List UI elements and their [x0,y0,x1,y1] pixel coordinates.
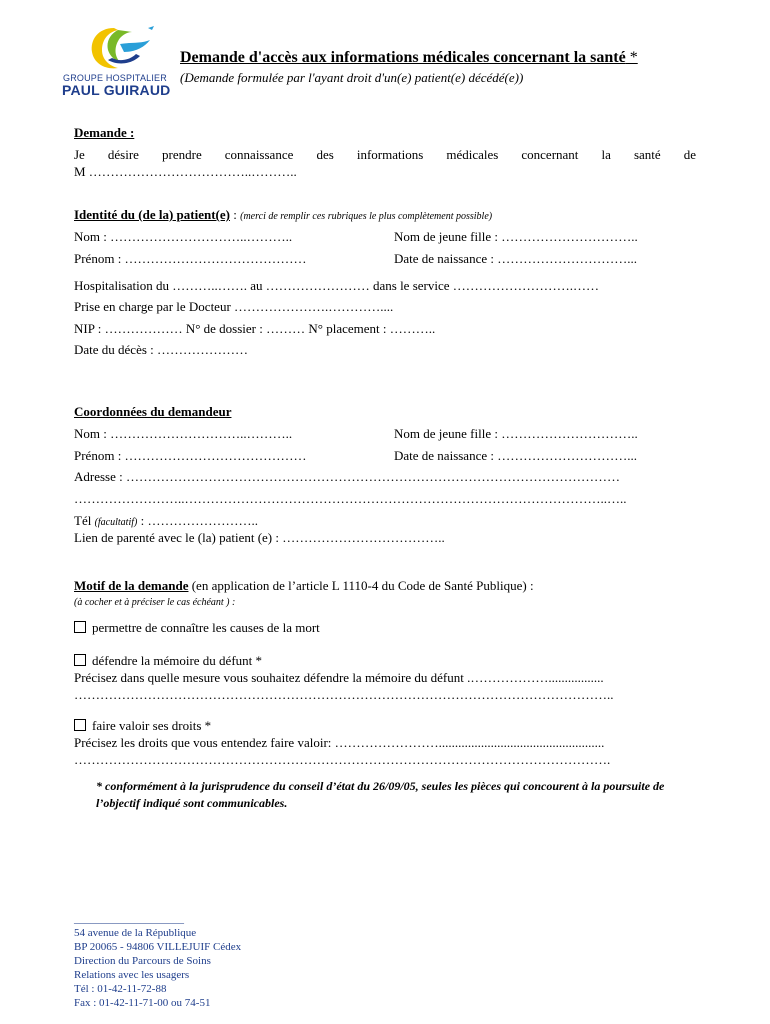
demande-word: prendre [162,147,202,162]
footer-tel: Tél : 01-42-11-72-88 [74,983,167,995]
demande-heading: Demande : [74,125,135,140]
motif-heading-rest: (en application de l’article L 1110-4 du Code de Santé Publique) : [188,578,534,593]
footer-address-1: 54 avenue de la République [74,927,197,939]
patient-nom-field[interactable]: Nom : …………………………..……….. [74,229,293,244]
prise-en-charge-field[interactable]: Prise en charge par le Docteur ………………….………….... [74,299,394,314]
demande-word: informations [356,147,424,162]
option-3-label: faire valoir ses droits * [92,718,212,733]
demande-word: connaissance [224,147,294,162]
page-subtitle: (Demande formulée par l'ayant droit d'un(e) patient(e) décédé(e)) [180,70,524,85]
demandeur-adresse-line2[interactable]: ……………………..……………………………………………………………………………………..….. [74,491,627,506]
motif-option-1[interactable] [74,620,320,636]
footer-fax: Fax : 01-42-11-71-00 ou 74-51 [74,997,211,1009]
demande-word: santé [633,147,661,162]
demande-word: médicales [446,147,499,162]
motif-option-3[interactable] [74,718,211,734]
footer-dept-1: Direction du Parcours de Soins [74,955,211,967]
checkbox-causes-mort[interactable] [74,621,86,633]
logo-line2: PAUL GUIRAUD [62,82,171,98]
lien-parente-field[interactable]: Lien de parenté avec le (la) patient (e) : ……………………………….. [74,530,445,545]
option-3-line[interactable]: ……………………………………………………………………………………………………………. [74,752,611,767]
motif-hint: (à cocher et à préciser le cas échéant ) : [74,597,236,608]
footer-rule: ____________________ [74,913,184,925]
logo-mark [84,22,164,74]
title-text: Demande d'accès aux informations médicales concernant la santé [180,49,626,66]
demandeur-tel-field[interactable] [74,513,258,531]
demande-word: des [316,147,334,162]
option-2-detail-field[interactable]: Précisez dans quelle mesure vous souhaitez défendre la mémoire du défunt .………………................. [74,670,604,685]
demandeur-prenom-field[interactable]: Prénom : …………………………………… [74,448,307,463]
demandeur-nom-jeune-fille-field[interactable]: Nom de jeune fille : ………………………….. [394,426,638,441]
footer-dept-2: Relations avec les usagers [74,969,190,981]
hospitalisation-field[interactable]: Hospitalisation du ………..……. au …………………… dans le service ……………………….…… [74,278,600,293]
nip-dossier-field[interactable]: NIP : ……………… N° de dossier : ……… N° placement : ……….. [74,321,436,336]
tel-dots: : …………………….. [137,513,258,528]
footer-address [74,912,241,1010]
option-1-label: permettre de connaître les causes de la mort [92,620,320,635]
page-title [180,49,638,67]
jurisprudence-note: * conformément à la jurisprudence du conseil d’état du 26/09/05, seules les pièces qui concourent à la poursuite de l’objectif indiqué sont communicables. [96,779,665,810]
option-2-label: défendre la mémoire du défunt * [92,653,263,668]
tel-hint: (facultatif) [94,517,138,528]
title-star: * [625,49,638,66]
logo-line1: GROUPE HOSPITALIER [63,73,167,83]
motif-heading: Motif de la demande [74,578,189,593]
identite-hint: (merci de remplir ces rubriques le plus complètement possible) [240,211,493,222]
motif-heading-row [74,578,534,594]
demande-word: concernant [521,147,579,162]
motif-option-2[interactable] [74,653,262,669]
demandeur-date-naissance-field[interactable]: Date de naissance : …………………………... [394,448,637,463]
patient-prenom-field[interactable]: Prénom : …………………………………… [74,251,307,266]
checkbox-faire-valoir-droits[interactable] [74,719,86,731]
identite-colon: : [230,207,241,222]
demande-sentence [74,147,696,163]
demandeur-adresse-field[interactable]: Adresse : …………………………………………………………………………………………………… [74,469,620,484]
option-2-line[interactable]: …………………………………………………………………………………………………………….. [74,687,614,702]
identite-heading: Identité du (de la) patient(e) [74,207,230,222]
demande-word: la [601,147,611,162]
demandeur-heading: Coordonnées du demandeur [74,404,232,419]
date-deces-field[interactable]: Date du décès : ………………… [74,342,249,357]
demande-word: Je [74,147,85,162]
tel-label: Tél [74,513,95,528]
identite-heading-row [74,207,492,225]
option-3-detail-field[interactable]: Précisez les droits que vous entendez faire valoir: ……………………................................................... [74,735,605,750]
demande-word: de [683,147,696,162]
demandeur-nom-field[interactable]: Nom : …………………………..……….. [74,426,293,441]
footer-address-2: BP 20065 - 94806 VILLEJUIF Cédex [74,941,242,953]
checkbox-memoire-defunt[interactable] [74,654,86,666]
demande-name-field[interactable]: M ………………………………..……….. [74,164,297,179]
patient-date-naissance-field[interactable]: Date de naissance : …………………………... [394,251,637,266]
demande-word: désire [107,147,139,162]
patient-nom-jeune-fille-field[interactable]: Nom de jeune fille : ………………………….. [394,229,638,244]
